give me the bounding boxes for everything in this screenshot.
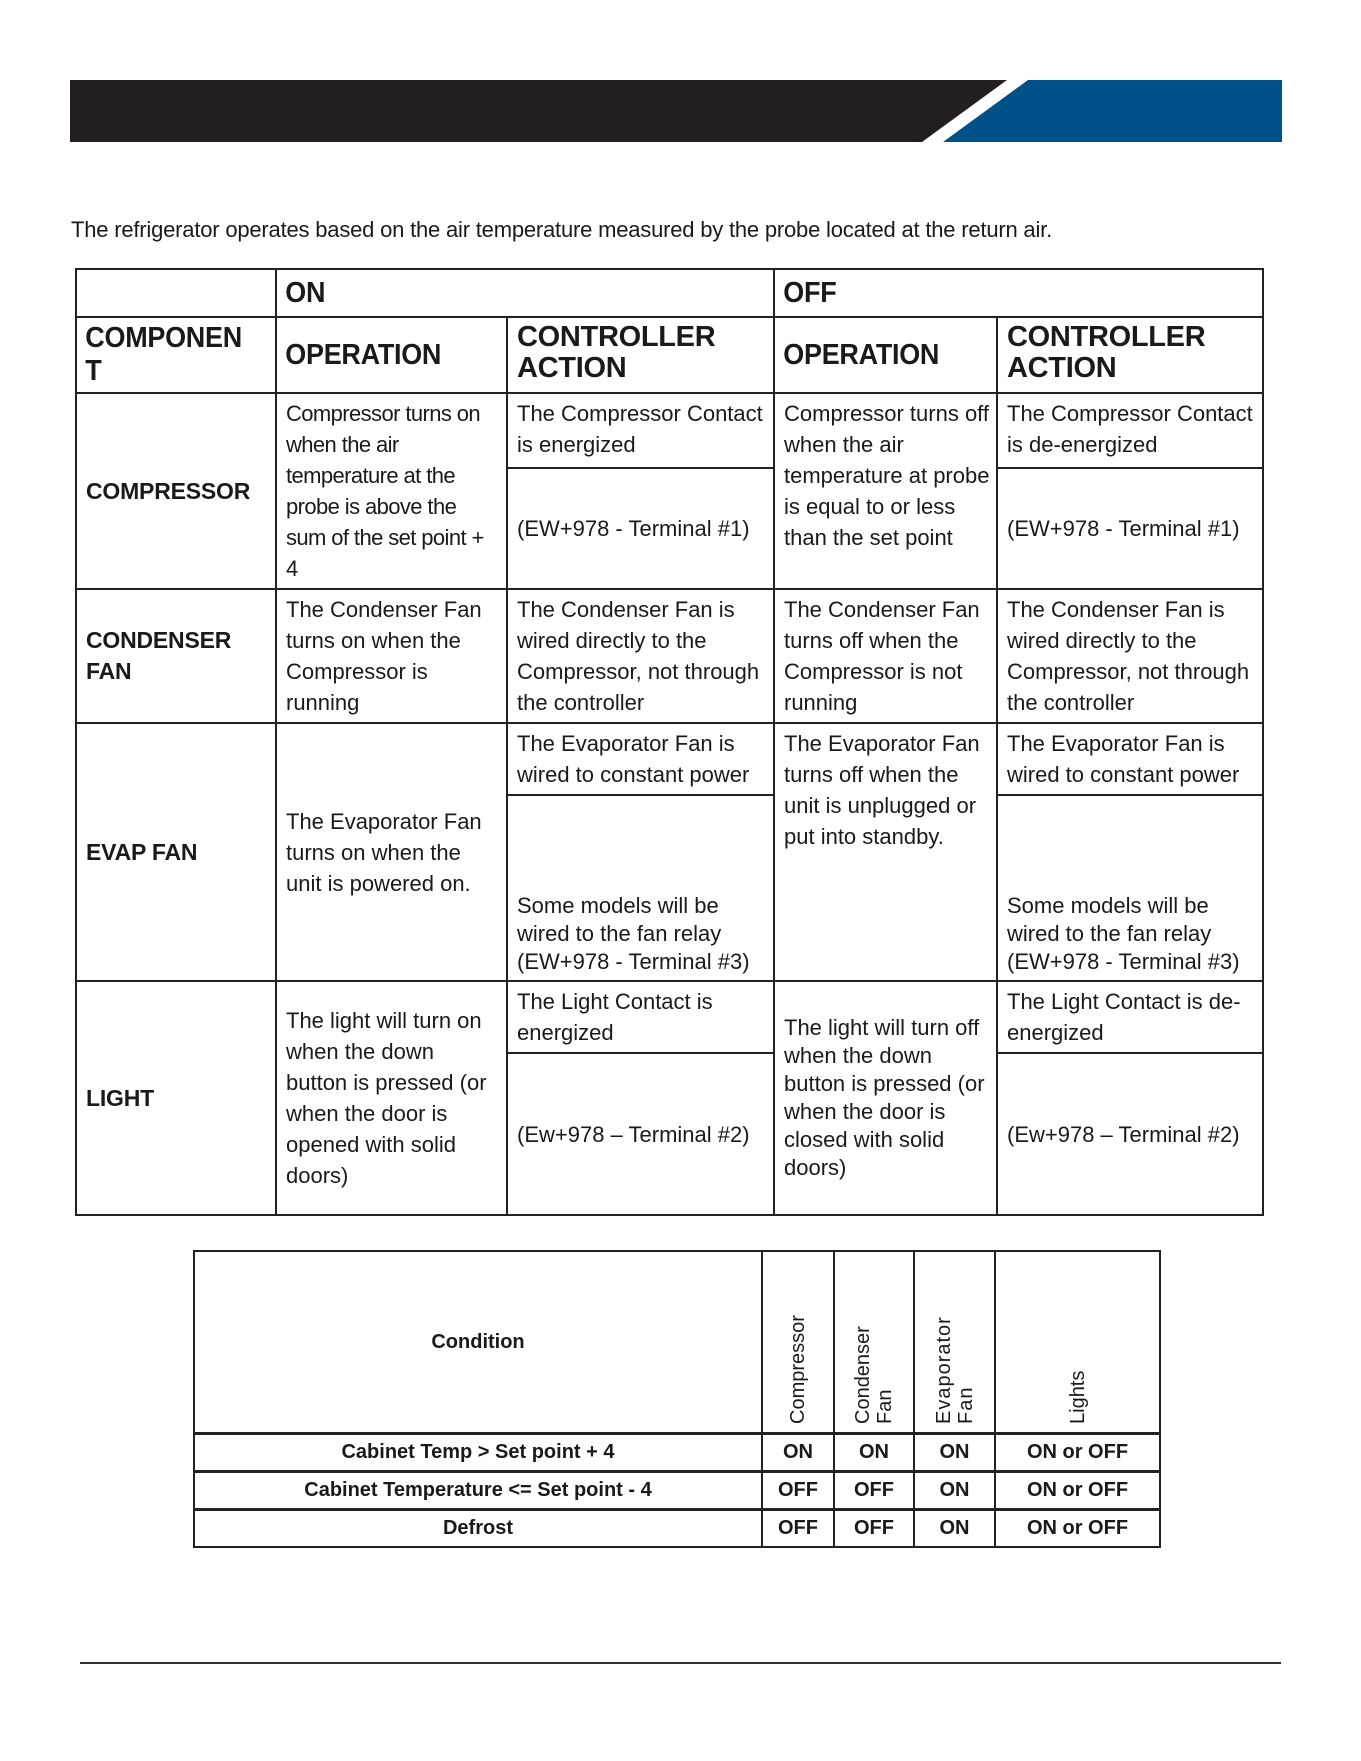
off-operation-light: The light will turn off when the down button is pressed (or when the door is closed with solid doors) [774, 981, 997, 1215]
condition-row [194, 1472, 1160, 1510]
table-row-light [76, 981, 1263, 1053]
table-row-compressor [76, 393, 1263, 468]
condition-cell: Defrost [194, 1510, 762, 1548]
component-operation-table [75, 268, 1264, 1216]
compressor-state: OFF [762, 1510, 834, 1548]
condition-cell: Cabinet Temperature <= Set point - 4 [194, 1472, 762, 1510]
on-action-evap-fan: The Evaporator Fan is wired to constant power [507, 723, 774, 795]
lights-state: ON or OFF [995, 1510, 1160, 1548]
on-operation-condenser-fan: The Condenser Fan turns on when the Compressor is running [276, 589, 507, 723]
table-row-evap-fan [76, 723, 1263, 795]
off-action-light: The Light Contact is de-energized [997, 981, 1263, 1053]
condenser-fan-column-label [852, 1326, 896, 1424]
off-terminal-compressor: (EW+978 - Terminal #1) [997, 468, 1263, 589]
on-header: ON [276, 269, 739, 317]
on-action-condenser-fan: The Condenser Fan is wired directly to the Compressor, not through the controller [507, 589, 774, 723]
evaporator-label-line1: Evaporator [932, 1316, 955, 1424]
evaporator-fan-column-label [933, 1316, 977, 1424]
controller-action-header-on: CONTROLLER ACTION [507, 317, 774, 393]
intro-text: The refrigerator operates based on the air temperature measured by the probe located at the return air. [71, 217, 1052, 242]
condenser-fan-state: OFF [834, 1510, 914, 1548]
evaporator-fan-state: ON [914, 1472, 995, 1510]
component-header: COMPONENT [76, 317, 262, 393]
compressor-state: OFF [762, 1472, 834, 1510]
off-terminal-light: (Ew+978 – Terminal #2) [997, 1053, 1263, 1215]
evaporator-label-line2: Fan [954, 1386, 977, 1424]
off-operation-compressor: Compressor turns off when the air temperature at probe is equal to or less than the set point [774, 393, 997, 589]
condenser-label-line2: Fan [874, 1389, 896, 1424]
condition-table-header [194, 1251, 1160, 1434]
table-row-condenser-fan [76, 589, 1263, 723]
component-compressor: COMPRESSOR [76, 393, 276, 589]
component-condenser-fan: CONDENSER FAN [76, 589, 276, 723]
compressor-column-label: Compressor [787, 1315, 809, 1424]
off-action-evap-fan: The Evaporator Fan is wired to constant power [997, 723, 1263, 795]
condition-cell: Cabinet Temp > Set point + 4 [194, 1434, 762, 1472]
evaporator-fan-state: ON [914, 1434, 995, 1472]
controller-action-header-off: CONTROLLER ACTION [997, 317, 1263, 393]
compressor-state: ON [762, 1434, 834, 1472]
condenser-fan-state: ON [834, 1434, 914, 1472]
operation-header-on: OPERATION [276, 317, 491, 393]
off-header: OFF [774, 269, 1229, 317]
on-operation-compressor: Compressor turns on when the air temperature at the probe is above the sum of the set point + 4 [276, 393, 507, 589]
condition-table [193, 1250, 1161, 1548]
footer-rule [80, 1662, 1281, 1664]
component-evap-fan: EVAP FAN [76, 723, 276, 981]
condenser-fan-column-header [834, 1251, 914, 1434]
on-relay-evap-fan: Some models will be wired to the fan relay (EW+978 - Terminal #3) [507, 795, 774, 981]
lights-column-header [995, 1251, 1160, 1434]
condenser-fan-state: OFF [834, 1472, 914, 1510]
on-terminal-light: (Ew+978 – Terminal #2) [507, 1053, 774, 1215]
compressor-column-header [762, 1251, 834, 1434]
condition-row [194, 1434, 1160, 1472]
evaporator-fan-column-header [914, 1251, 995, 1434]
banner-dark-band [70, 80, 1007, 142]
operation-header-off: OPERATION [774, 317, 981, 393]
header-banner [70, 80, 1282, 142]
lights-state: ON or OFF [995, 1434, 1160, 1472]
condition-header: Condition [194, 1251, 762, 1434]
evaporator-fan-state: ON [914, 1510, 995, 1548]
off-relay-evap-fan: Some models will be wired to the fan relay (EW+978 - Terminal #3) [997, 795, 1263, 981]
off-operation-evap-fan: The Evaporator Fan turns off when the unit is unplugged or put into standby. [774, 723, 997, 981]
lights-column-label: Lights [1066, 1370, 1089, 1424]
condenser-label-line1: Condenser [852, 1326, 874, 1424]
on-terminal-compressor: (EW+978 - Terminal #1) [507, 468, 774, 589]
off-action-compressor: The Compressor Contact is de-energized [997, 393, 1263, 468]
on-action-compressor: The Compressor Contact is energized [507, 393, 774, 468]
on-operation-light: The light will turn on when the down button is pressed (or when the door is opened with solid doors) [276, 981, 507, 1215]
condition-row [194, 1510, 1160, 1548]
off-action-condenser-fan: The Condenser Fan is wired directly to the Compressor, not through the controller [997, 589, 1263, 723]
blank-corner-cell [76, 269, 276, 317]
lights-state: ON or OFF [995, 1472, 1160, 1510]
on-action-light: The Light Contact is energized [507, 981, 774, 1053]
off-operation-condenser-fan: The Condenser Fan turns off when the Compressor is not running [774, 589, 997, 723]
on-operation-evap-fan: The Evaporator Fan turns on when the unit is powered on. [276, 723, 507, 981]
component-light: LIGHT [76, 981, 276, 1215]
